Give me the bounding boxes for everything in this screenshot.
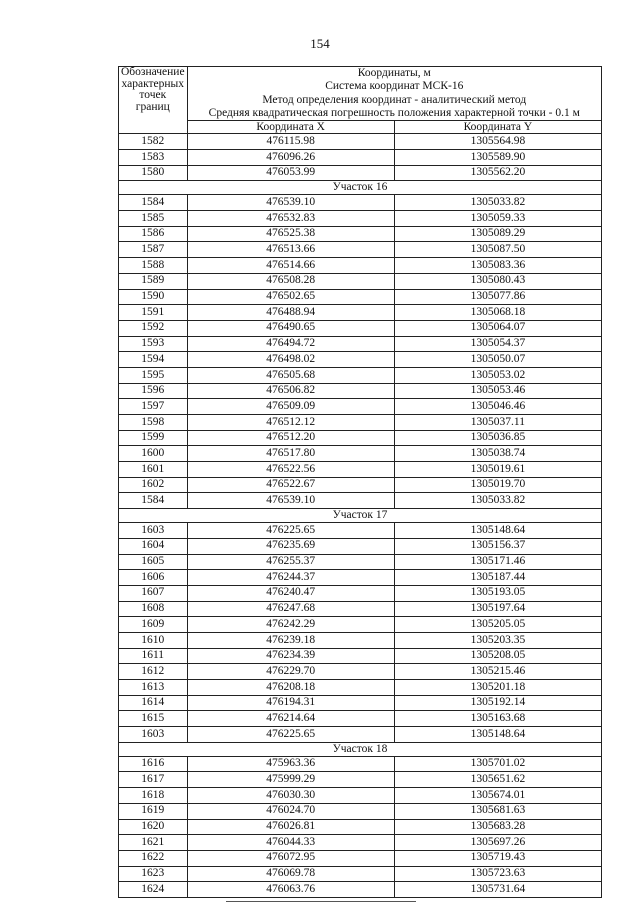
coordinate-x-cell: 476508.28	[187, 273, 394, 289]
point-id-cell: 1603	[119, 523, 188, 539]
section-header-row	[119, 181, 602, 195]
point-id-cell: 1600	[119, 446, 188, 462]
table-row	[119, 585, 602, 601]
coordinate-x-cell: 476509.09	[187, 399, 394, 415]
coordinate-x-cell: 476247.68	[187, 601, 394, 617]
point-id-cell: 1596	[119, 383, 188, 399]
table-row	[119, 601, 602, 617]
point-id-cell: 1611	[119, 648, 188, 664]
table-row	[119, 320, 602, 336]
coordinate-y-cell: 1305053.02	[394, 367, 601, 383]
coordinate-y-cell: 1305148.64	[394, 523, 601, 539]
section-title: Участок 17	[119, 509, 602, 523]
coordinate-x-cell: 476208.18	[187, 680, 394, 696]
coordinate-y-cell: 1305203.35	[394, 632, 601, 648]
coordinate-y-cell: 1305037.11	[394, 415, 601, 431]
coordinate-y-cell: 1305068.18	[394, 305, 601, 321]
bottom-rule	[226, 901, 416, 902]
point-id-cell: 1616	[119, 756, 188, 772]
header-right-line: Средняя квадратическая погрешность положения характерной точки - 0.1 м	[208, 106, 580, 119]
table-row	[119, 727, 602, 743]
coordinate-y-cell: 1305156.37	[394, 538, 601, 554]
point-id-cell: 1584	[119, 195, 188, 211]
table-body	[119, 134, 602, 898]
coordinate-y-cell: 1305723.63	[394, 866, 601, 882]
coordinate-x-cell: 476234.39	[187, 648, 394, 664]
coordinate-x-cell: 476044.33	[187, 835, 394, 851]
coordinate-y-cell: 1305192.14	[394, 695, 601, 711]
table-row	[119, 711, 602, 727]
point-id-cell: 1619	[119, 803, 188, 819]
coordinate-x-cell: 476494.72	[187, 336, 394, 352]
coordinate-x-cell: 476069.78	[187, 866, 394, 882]
coordinate-y-cell: 1305050.07	[394, 352, 601, 368]
table-row	[119, 493, 602, 509]
point-id-cell: 1622	[119, 850, 188, 866]
table-row	[119, 399, 602, 415]
point-id-cell: 1620	[119, 819, 188, 835]
section-header-row	[119, 509, 602, 523]
coordinate-x-cell: 475999.29	[187, 772, 394, 788]
coordinate-y-cell: 1305201.18	[394, 680, 601, 696]
coordinate-y-cell: 1305193.05	[394, 585, 601, 601]
header-left-line: Обозначение	[121, 66, 185, 78]
table-row	[119, 383, 602, 399]
coordinate-y-cell: 1305562.20	[394, 165, 601, 181]
coordinate-x-cell: 476539.10	[187, 195, 394, 211]
coordinate-x-cell: 476502.65	[187, 289, 394, 305]
coordinate-y-cell: 1305019.70	[394, 477, 601, 493]
table-row	[119, 226, 602, 242]
table-row	[119, 273, 602, 289]
table-row	[119, 289, 602, 305]
coordinates-table	[118, 66, 602, 898]
point-id-cell: 1584	[119, 493, 188, 509]
table-row	[119, 648, 602, 664]
page-number: 154	[310, 36, 330, 51]
coordinate-x-cell: 476488.94	[187, 305, 394, 321]
coordinate-y-cell: 1305697.26	[394, 835, 601, 851]
point-id-cell: 1583	[119, 150, 188, 166]
point-id-cell: 1621	[119, 835, 188, 851]
point-id-cell: 1608	[119, 601, 188, 617]
coordinate-x-cell: 476525.38	[187, 226, 394, 242]
coordinate-x-cell: 476225.65	[187, 523, 394, 539]
point-id-cell: 1598	[119, 415, 188, 431]
coordinates-header	[187, 67, 601, 121]
coordinate-x-cell: 476063.76	[187, 882, 394, 898]
table-row	[119, 664, 602, 680]
table-row	[119, 258, 602, 274]
point-id-cell: 1585	[119, 211, 188, 227]
point-id-cell: 1624	[119, 882, 188, 898]
table-row	[119, 538, 602, 554]
coordinate-x-cell: 476505.68	[187, 367, 394, 383]
point-id-cell: 1588	[119, 258, 188, 274]
table-row	[119, 554, 602, 570]
coordinate-x-cell: 476115.98	[187, 134, 394, 150]
point-id-cell: 1618	[119, 788, 188, 804]
coordinate-x-cell: 476539.10	[187, 493, 394, 509]
table-row	[119, 632, 602, 648]
table-row	[119, 462, 602, 478]
coordinate-x-cell: 476522.56	[187, 462, 394, 478]
point-id-cell: 1623	[119, 866, 188, 882]
coordinate-y-cell: 1305033.82	[394, 195, 601, 211]
coordinate-y-cell: 1305205.05	[394, 617, 601, 633]
coordinate-y-cell: 1305719.43	[394, 850, 601, 866]
coordinate-x-cell: 476030.30	[187, 788, 394, 804]
table-row	[119, 570, 602, 586]
column-headers	[119, 121, 602, 134]
table-row	[119, 523, 602, 539]
coordinate-x-cell: 476242.29	[187, 617, 394, 633]
coordinate-y-cell: 1305683.28	[394, 819, 601, 835]
coordinate-x-cell: 476225.65	[187, 727, 394, 743]
table-row	[119, 680, 602, 696]
point-id-cell: 1606	[119, 570, 188, 586]
header-left-line: характерных	[121, 77, 185, 90]
table-row	[119, 850, 602, 866]
coordinate-y-cell: 1305171.46	[394, 554, 601, 570]
table-row	[119, 819, 602, 835]
coordinate-y-cell: 1305187.44	[394, 570, 601, 586]
coordinate-x-cell: 476498.02	[187, 352, 394, 368]
point-id-cell: 1614	[119, 695, 188, 711]
coordinate-x-cell: 476512.12	[187, 415, 394, 431]
coordinate-x-cell: 476513.66	[187, 242, 394, 258]
point-id-cell: 1582	[119, 134, 188, 150]
table-row	[119, 446, 602, 462]
point-id-cell: 1603	[119, 727, 188, 743]
point-id-cell: 1586	[119, 226, 188, 242]
header-right-line: Система координат МСК-16	[325, 80, 464, 93]
coordinate-y-cell: 1305080.43	[394, 273, 601, 289]
coordinate-y-cell: 1305589.90	[394, 150, 601, 166]
point-id-cell: 1610	[119, 632, 188, 648]
point-id-cell: 1599	[119, 430, 188, 446]
point-id-cell: 1607	[119, 585, 188, 601]
table-row	[119, 788, 602, 804]
table-row	[119, 150, 602, 166]
coordinate-x-cell: 476490.65	[187, 320, 394, 336]
header-right-line: Метод определения координат - аналитический метод	[262, 93, 527, 106]
coordinate-y-cell: 1305036.85	[394, 430, 601, 446]
coordinate-x-cell: 476235.69	[187, 538, 394, 554]
coordinate-x-cell: 476072.95	[187, 850, 394, 866]
table-row	[119, 367, 602, 383]
table-row	[119, 756, 602, 772]
coordinate-y-cell: 1305163.68	[394, 711, 601, 727]
coordinate-x-cell: 476244.37	[187, 570, 394, 586]
point-id-cell: 1601	[119, 462, 188, 478]
coordinate-y-cell: 1305053.46	[394, 383, 601, 399]
table-row	[119, 617, 602, 633]
table-row	[119, 430, 602, 446]
point-id-cell: 1612	[119, 664, 188, 680]
coordinate-x-cell: 476214.64	[187, 711, 394, 727]
table-header	[119, 67, 602, 121]
point-id-cell: 1613	[119, 680, 188, 696]
coordinate-y-cell: 1305674.01	[394, 788, 601, 804]
section-header-row	[119, 742, 602, 756]
coordinate-x-cell: 476240.47	[187, 585, 394, 601]
table-row	[119, 415, 602, 431]
coordinate-y-cell: 1305701.02	[394, 756, 601, 772]
table-row	[119, 242, 602, 258]
point-id-cell: 1589	[119, 273, 188, 289]
coordinate-y-cell: 1305089.29	[394, 226, 601, 242]
coordinate-x-cell: 476053.99	[187, 165, 394, 181]
coordinate-y-cell: 1305064.07	[394, 320, 601, 336]
section-title: Участок 18	[119, 742, 602, 756]
coordinate-x-cell: 475963.36	[187, 756, 394, 772]
coordinate-x-cell: 476506.82	[187, 383, 394, 399]
coordinate-x-cell: 476255.37	[187, 554, 394, 570]
point-id-cell: 1604	[119, 538, 188, 554]
coordinate-y-cell: 1305731.64	[394, 882, 601, 898]
coordinate-x-cell: 476194.31	[187, 695, 394, 711]
point-id-cell: 1590	[119, 289, 188, 305]
coordinate-y-cell: 1305215.46	[394, 664, 601, 680]
coordinate-x-cell: 476026.81	[187, 819, 394, 835]
coordinate-y-cell: 1305651.62	[394, 772, 601, 788]
table-row	[119, 477, 602, 493]
header-left-line: точек границ	[135, 89, 170, 113]
coordinate-y-cell: 1305019.61	[394, 462, 601, 478]
point-id-cell: 1597	[119, 399, 188, 415]
point-id-cell: 1591	[119, 305, 188, 321]
coordinate-y-cell: 1305038.74	[394, 446, 601, 462]
table-row	[119, 695, 602, 711]
table-row	[119, 211, 602, 227]
section-title: Участок 16	[119, 181, 602, 195]
coordinate-y-cell: 1305083.36	[394, 258, 601, 274]
header-right-line: Координаты, м	[357, 67, 431, 79]
coordinate-x-cell: 476024.70	[187, 803, 394, 819]
table-row	[119, 165, 602, 181]
coordinate-x-cell: 476517.80	[187, 446, 394, 462]
coordinate-y-cell: 1305077.86	[394, 289, 601, 305]
coordinate-y-cell: 1305046.46	[394, 399, 601, 415]
coordinate-x-cell: 476514.66	[187, 258, 394, 274]
table-row	[119, 835, 602, 851]
table-row	[119, 882, 602, 898]
point-id-cell: 1609	[119, 617, 188, 633]
point-id-cell: 1615	[119, 711, 188, 727]
coordinate-y-cell: 1305564.98	[394, 134, 601, 150]
point-id-cell: 1587	[119, 242, 188, 258]
coordinate-y-cell: 1305197.64	[394, 601, 601, 617]
coordinate-x-cell: 476532.83	[187, 211, 394, 227]
point-id-cell: 1594	[119, 352, 188, 368]
coordinate-y-cell: 1305054.37	[394, 336, 601, 352]
table-row	[119, 803, 602, 819]
coordinate-x-cell: 476512.20	[187, 430, 394, 446]
coordinate-x-cell: 476522.67	[187, 477, 394, 493]
table-row	[119, 305, 602, 321]
point-id-cell: 1593	[119, 336, 188, 352]
coordinate-y-cell: 1305208.05	[394, 648, 601, 664]
coordinate-y-cell: 1305148.64	[394, 727, 601, 743]
table-row	[119, 352, 602, 368]
coordinate-x-header: Координата X	[187, 121, 394, 134]
point-id-cell: 1605	[119, 554, 188, 570]
table-row	[119, 134, 602, 150]
coordinate-y-header: Координата Y	[394, 121, 601, 134]
coordinate-y-cell: 1305087.50	[394, 242, 601, 258]
point-id-cell: 1602	[119, 477, 188, 493]
point-id-cell: 1580	[119, 165, 188, 181]
table-row	[119, 195, 602, 211]
point-id-cell: 1617	[119, 772, 188, 788]
table-row	[119, 866, 602, 882]
coordinate-y-cell: 1305059.33	[394, 211, 601, 227]
coordinate-x-cell: 476096.26	[187, 150, 394, 166]
coordinate-x-cell: 476239.18	[187, 632, 394, 648]
point-id-cell: 1592	[119, 320, 188, 336]
table-row	[119, 336, 602, 352]
point-id-cell: 1595	[119, 367, 188, 383]
coordinate-y-cell: 1305681.63	[394, 803, 601, 819]
coordinate-x-cell: 476229.70	[187, 664, 394, 680]
coordinate-y-cell: 1305033.82	[394, 493, 601, 509]
table-row	[119, 772, 602, 788]
point-designation-header	[119, 67, 188, 134]
